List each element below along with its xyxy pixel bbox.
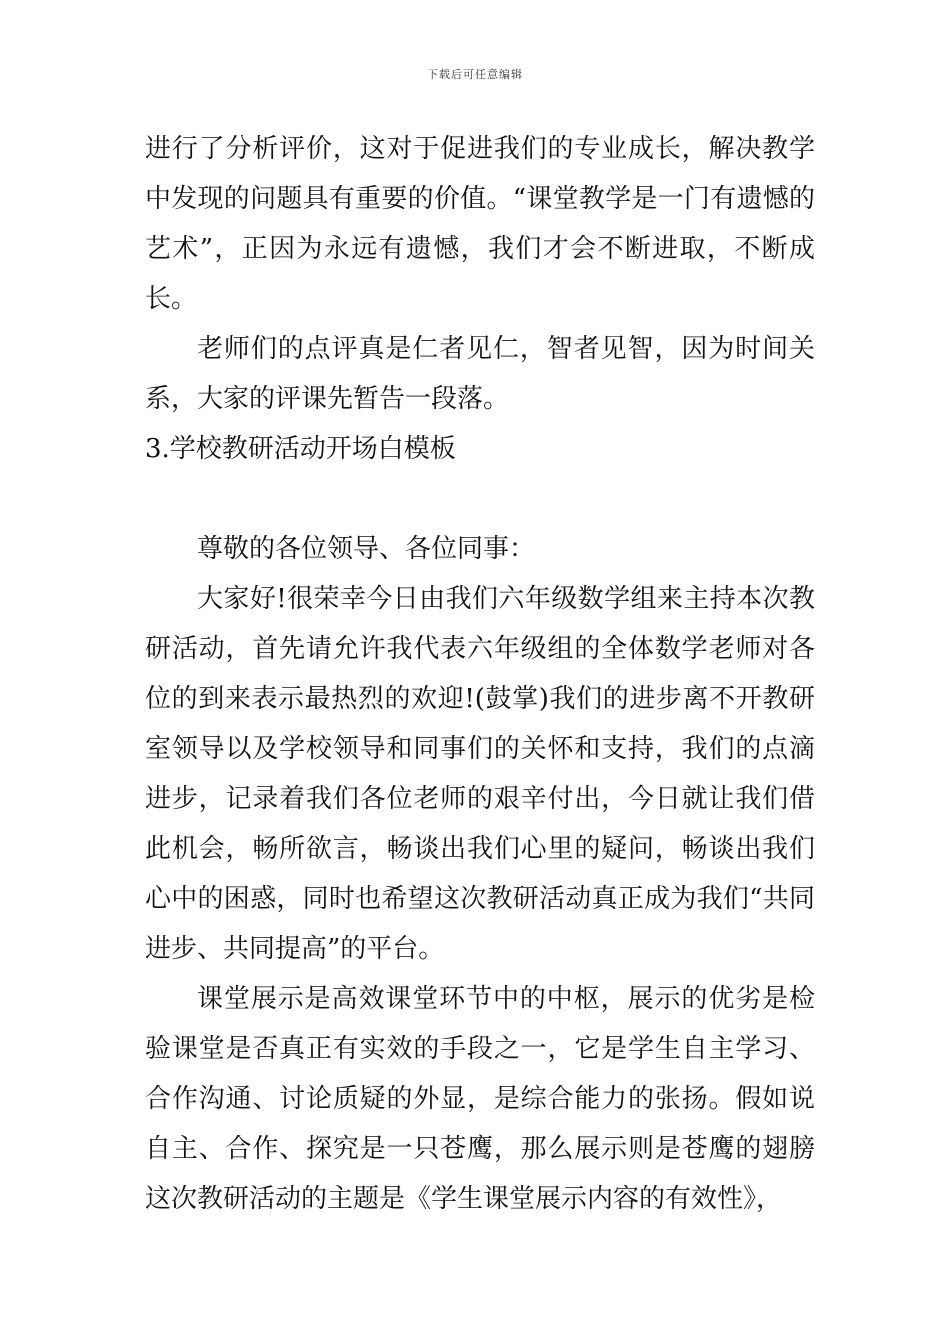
document-body (145, 124, 815, 1224)
paragraph-welcome: 大家好!很荣幸今日由我们六年级数学组来主持本次教研活动，首先请允许我代表六年级组的全体数学老师对各位的到来表示最热烈的欢迎!(鼓掌)我们的进步离不开教研室领导以及学校领导和同事们的关怀和支持，我们的点滴进步，记录着我们各位老师的艰辛付出，今日就让我们借此机会，畅所欲言，畅谈出我们心里的疑问，畅谈出我们心中的困惑，同时也希望这次教研活动真正成为我们“共同进步、共同提高”的平台。 (145, 584, 815, 964)
paragraph-continuation: 进行了分析评价，这对于促进我们的专业成长，解决教学中发现的问题具有重要的价值。“课堂教学是一门有遗憾的艺术”，正因为永远有遗憾，我们才会不断进取，不断成长。 (145, 134, 815, 314)
section-heading: 3.学校教研活动开场白模板 (145, 434, 456, 464)
paragraph-theme: 课堂展示是高效课堂环节中的中枢，展示的优劣是检验课堂是否真正有实效的手段之一，它是学生自主学习、合作沟通、讨论质疑的外显，是综合能力的张扬。假如说自主、合作、探究是一只苍鹰，那么展示则是苍鹰的翅膀这次教研活动的主题是《学生课堂展示内容的有效性》， (145, 984, 815, 1214)
blank-line (145, 474, 815, 524)
salutation: 尊敬的各位领导、各位同事： (197, 534, 536, 564)
paragraph-comment-summary: 老师们的点评真是仁者见仁，智者见智，因为时间关系，大家的评课先暂告一段落。 (145, 334, 815, 414)
page-header-note: 下载后可任意编辑 (427, 68, 523, 81)
